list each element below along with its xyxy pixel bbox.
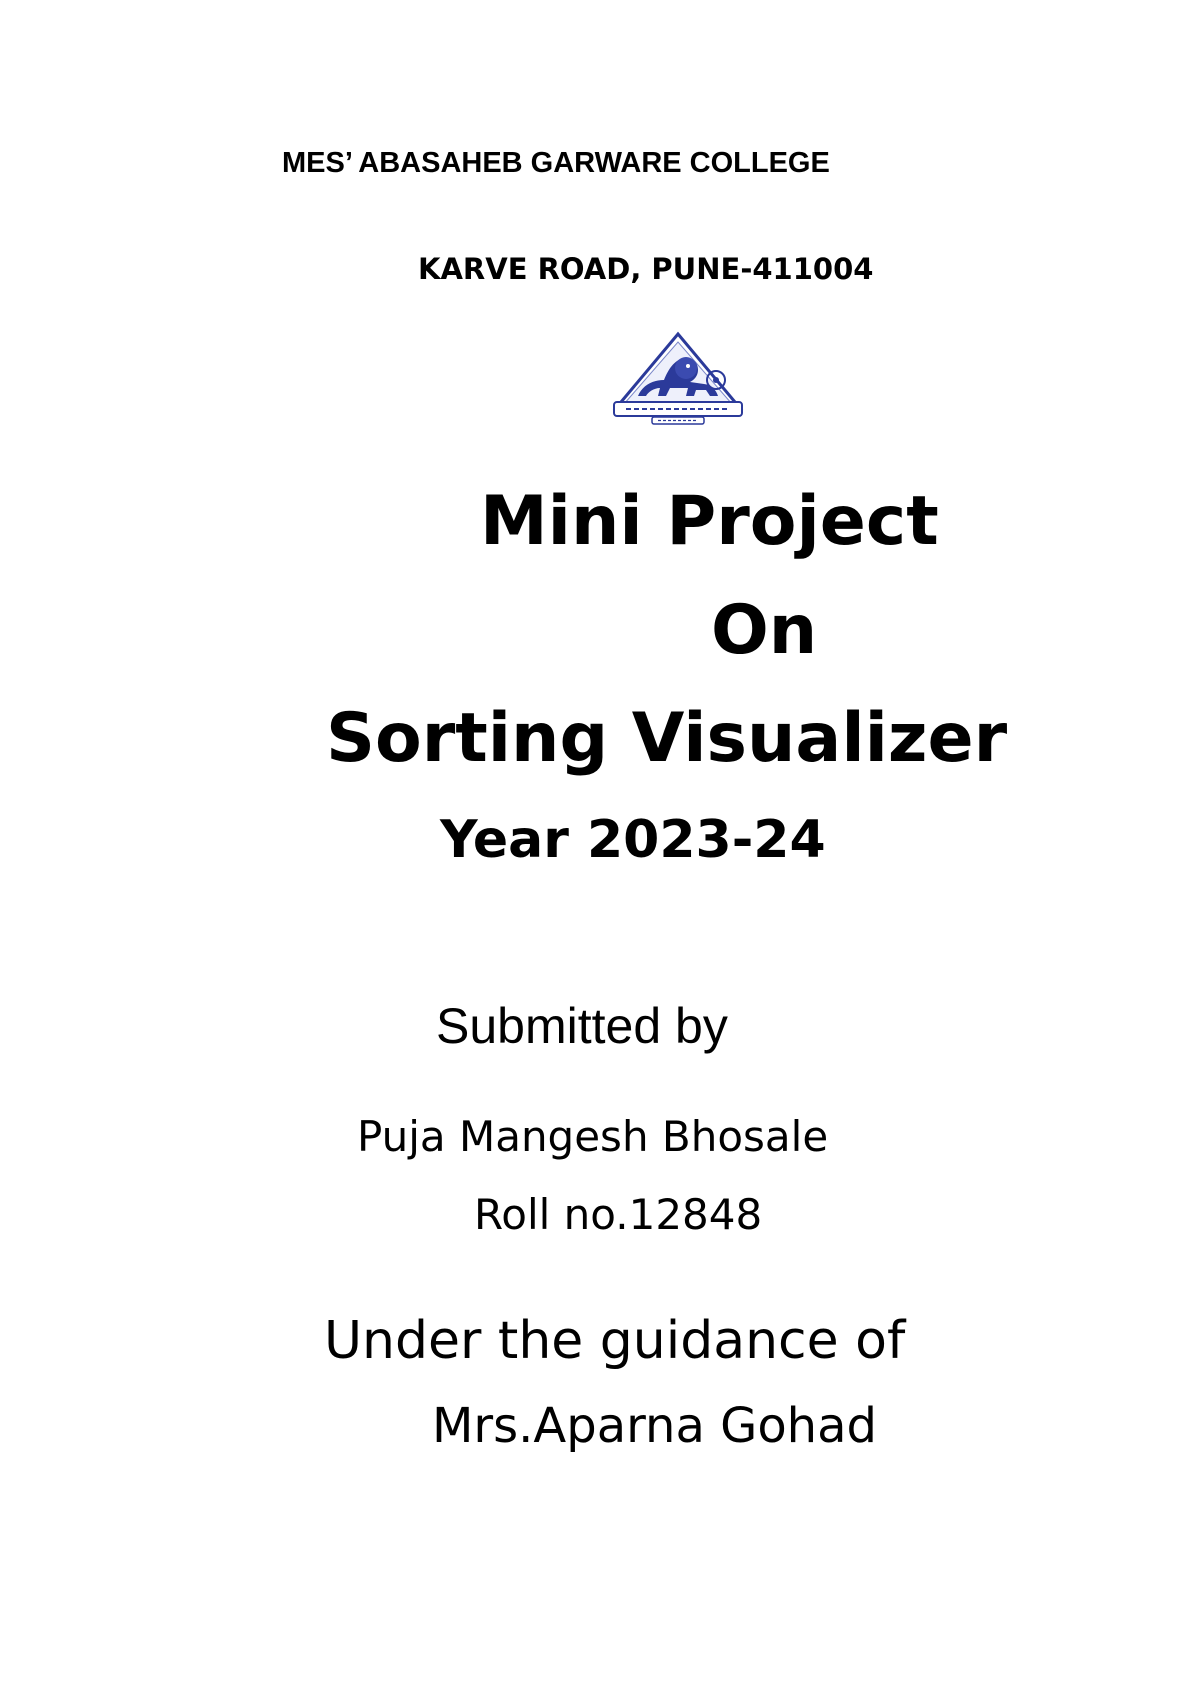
academic-year: Year 2023-24 <box>440 810 826 870</box>
college-address: KARVE ROAD, PUNE-411004 <box>418 252 874 286</box>
guidance-label: Under the guidance of <box>324 1311 906 1371</box>
title-line-1: Mini Project <box>480 482 939 561</box>
title-line-2: On <box>711 591 818 670</box>
college-emblem-icon <box>608 330 748 426</box>
college-name: MES’ ABASAHEB GARWARE COLLEGE <box>282 147 830 179</box>
student-name: Puja Mangesh Bhosale <box>357 1112 829 1161</box>
submitted-by-label: Submitted by <box>436 998 728 1054</box>
guide-name: Mrs.Aparna Gohad <box>432 1398 877 1454</box>
title-line-3: Sorting Visualizer <box>326 699 1008 778</box>
roll-number: Roll no.12848 <box>474 1190 763 1239</box>
